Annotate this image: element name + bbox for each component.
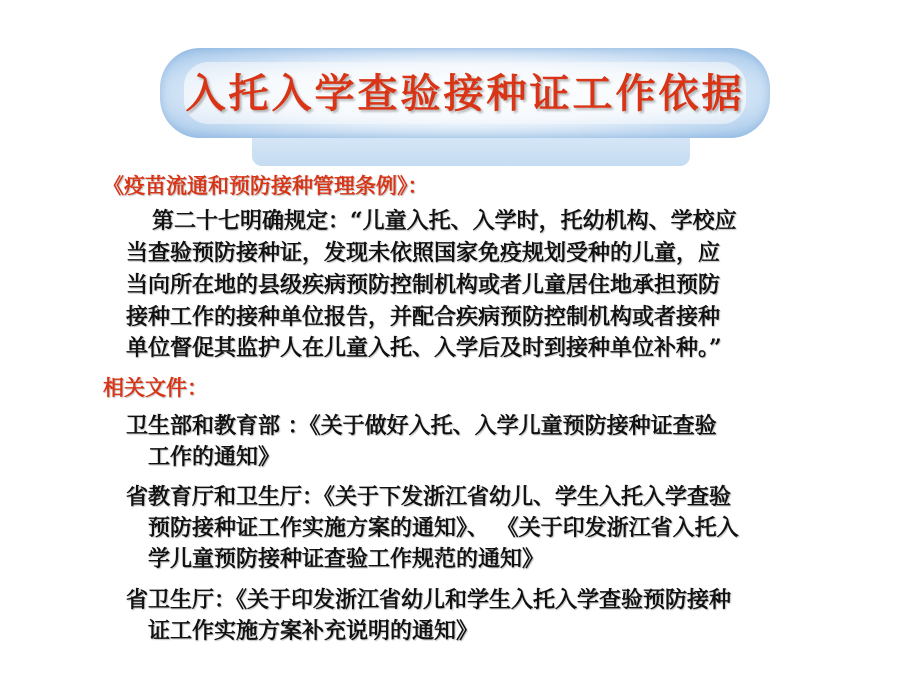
regulation-line: 当向所在地的县级疾病预防控制机构或者儿童居住地承担预防 [126,272,721,298]
related-heading: 相关文件： [103,375,208,400]
related-item-line: 预防接种证工作实施方案的通知》、 《关于印发浙江省入托入 [148,515,739,541]
page-title: 入托入学查验接种证工作依据 [185,70,745,117]
related-item-line: 证工作实施方案补充说明的通知》 [148,618,479,644]
related-item-line: 卫生部和教育部 ：《关于做好入托、入学儿童预防接种证查验 [126,413,717,439]
regulation-line: 当查验预防接种证，发现未依照国家免疫规划受种的儿童，应 [126,240,721,266]
regulation-line: 第二十七明确规定：“儿童入托、入学时，托幼机构、学校应 [152,208,737,234]
related-item-line: 工作的通知》 [148,444,281,470]
regulation-line: 单位督促其监护人在儿童入托、入学后及时到接种单位补种。” [126,335,722,361]
related-item-line: 省教育厅和卫生厅：《关于下发浙江省幼儿、学生入托入学查验 [126,484,732,510]
regulation-heading: 《疫苗流通和预防接种管理条例》： [103,173,429,198]
related-item-line: 学儿童预防接种证查验工作规范的通知》 [148,546,545,572]
related-item-line: 省卫生厅：《关于印发浙江省幼儿和学生入托入学查验预防接种 [126,587,732,613]
regulation-line: 接种工作的接种单位报告，并配合疾病预防控制机构或者接种 [126,304,721,330]
title-banner [160,48,770,166]
